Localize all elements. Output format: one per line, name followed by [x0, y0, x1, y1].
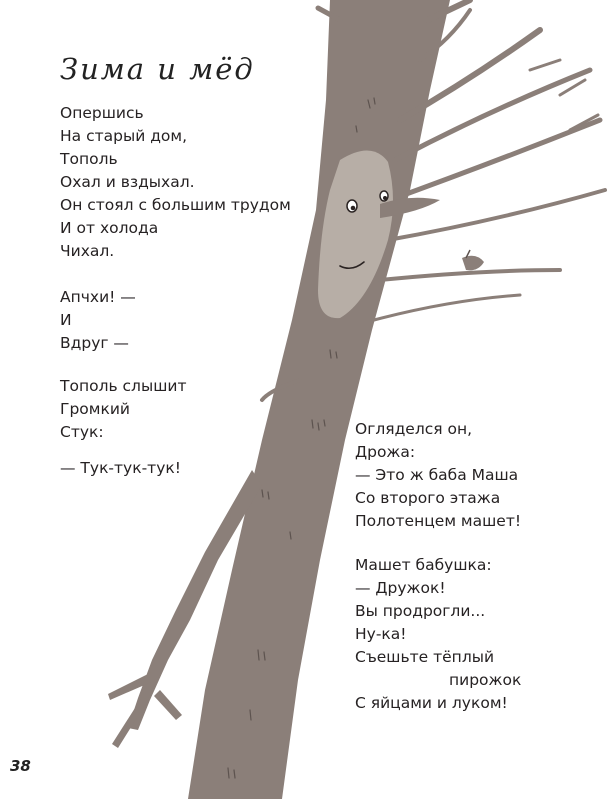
poem-line: Опершись: [60, 104, 144, 122]
stanza-2: [60, 286, 136, 355]
poem-line: И от холода: [60, 219, 159, 237]
poem-line: Дрожа:: [355, 443, 416, 461]
poem-line: Чихал.: [60, 242, 115, 260]
poem-line: Огляделся он,: [355, 420, 473, 438]
stanza-6: [355, 554, 521, 715]
poem-line: пирожок: [449, 671, 522, 689]
stanza-4: [60, 457, 181, 480]
poem-line: — Это ж баба Маша: [355, 466, 519, 484]
poem-line: Вы продрогли...: [355, 602, 486, 620]
page-number: 38: [10, 757, 31, 775]
poem-line: Тополь: [60, 150, 118, 168]
poem-line: — Дружок!: [355, 579, 446, 597]
poem-title: Зима и мёд: [60, 52, 255, 86]
poem-line: Съешьте тёплый: [355, 648, 495, 666]
poem-line: И: [60, 311, 72, 329]
poem-line: Он стоял с большим трудом: [60, 196, 291, 214]
poem-line: Громкий: [60, 400, 130, 418]
stanza-5: [355, 418, 521, 533]
poem-line: Охал и вздыхал.: [60, 173, 195, 191]
poem-line: Стук:: [60, 423, 104, 441]
poem-line: Машет бабушка:: [355, 556, 492, 574]
poem-line: Апчхи! —: [60, 288, 136, 306]
poem-line: Со второго этажа: [355, 489, 501, 507]
poem-line: Вдруг —: [60, 334, 129, 352]
stanza-3: [60, 375, 187, 444]
poem-line: — Тук-тук-тук!: [60, 459, 181, 477]
poem-line: На старый дом,: [60, 127, 188, 145]
poem-line: Тополь слышит: [60, 377, 187, 395]
stanza-1: [60, 102, 291, 263]
poem-line: Полотенцем машет!: [355, 512, 522, 530]
poem-line: Ну-ка!: [355, 625, 407, 643]
hanging-leaf: [462, 250, 484, 270]
poem-line: С яйцами и луком!: [355, 694, 508, 712]
